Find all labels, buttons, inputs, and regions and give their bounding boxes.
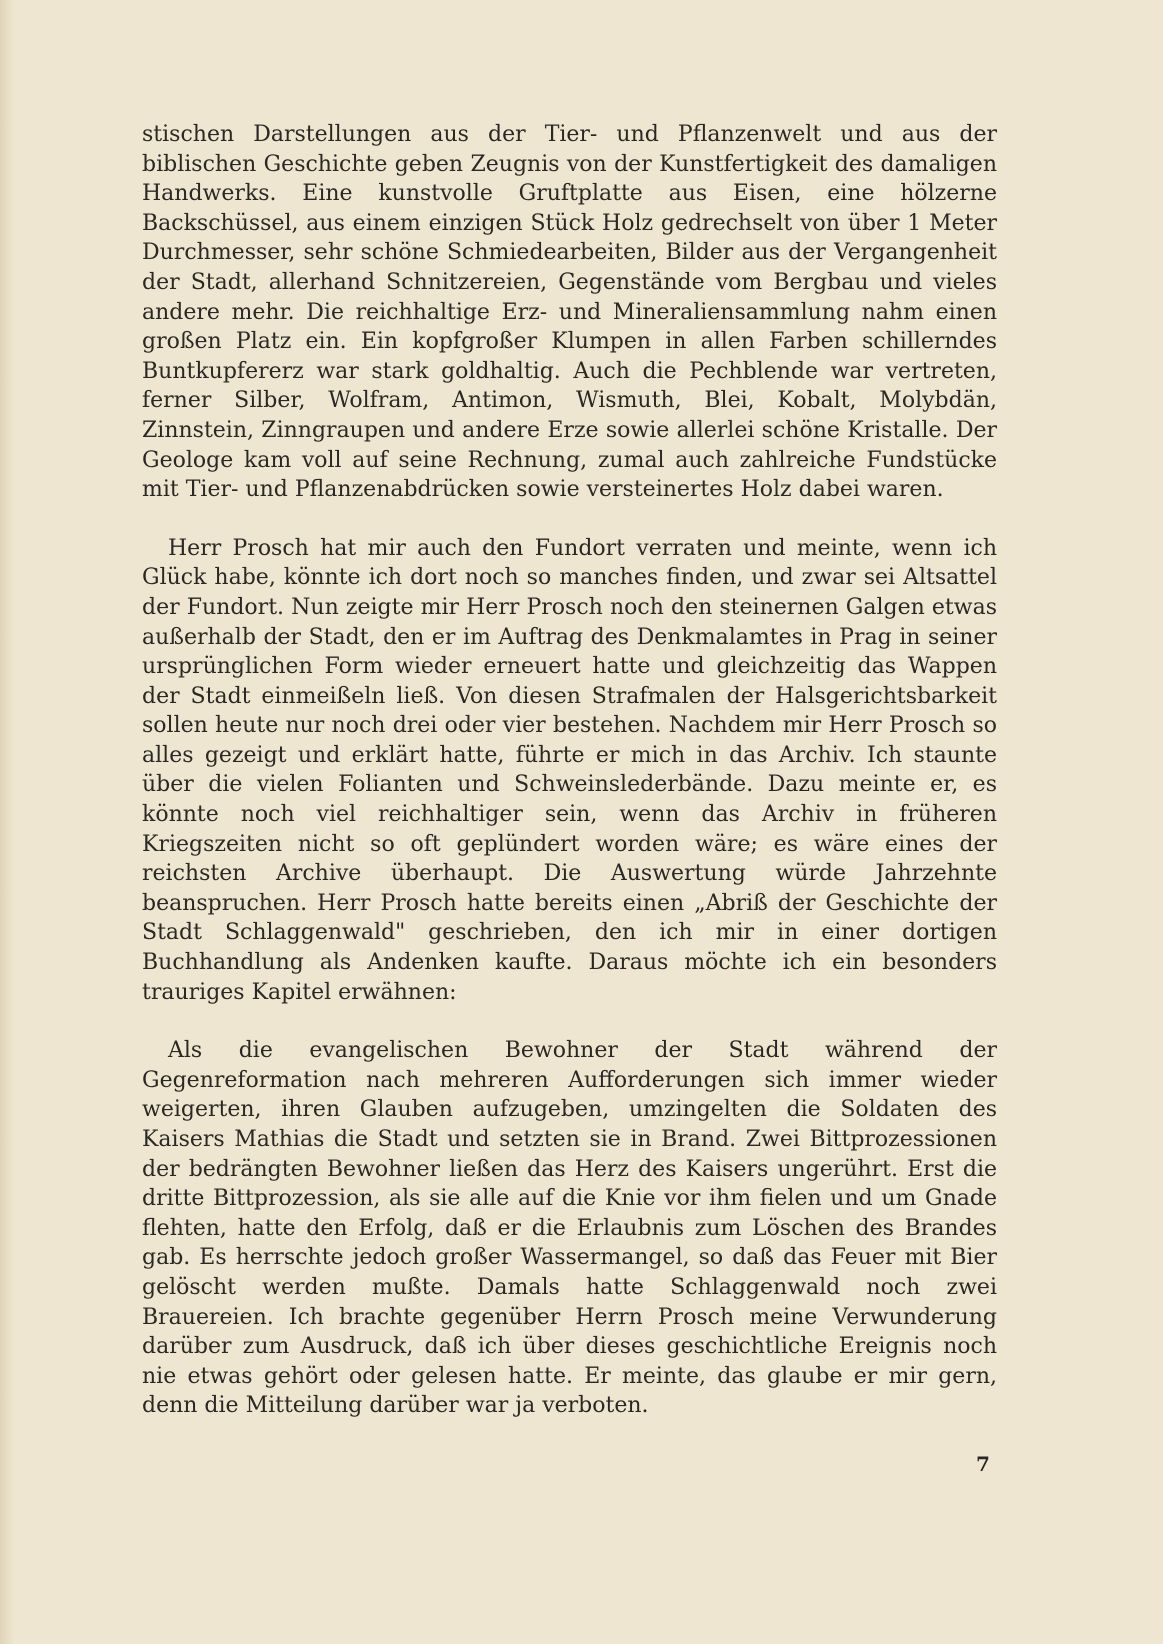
paragraph-continuation: stischen Darstellungen aus der Tier- und Pflanzenwelt und aus der biblischen Geschichte geben Zeugnis von der Kunstfertigkeit des damaligen Handwerks. Eine kunstvolle Gruftplatte aus Eisen, eine hölzerne Backschüssel, aus einem einzigen Stück Holz gedrechselt von über 1 Meter Durchmesser, sehr schöne Schmiedearbeiten, Bilder aus der Vergangenheit der Stadt, allerhand Schnitzereien, Gegenstände vom Bergbau und vieles andere mehr. Die reichhaltige Erz- und Mineraliensammlung nahm einen großen Platz ein. Ein kopfgroßer Klumpen in allen Farben schillerndes Buntkupfererz war stark goldhaltig. Auch die Pechblende war vertreten, ferner Silber, Wolfram, Antimon, Wismuth, Blei, Kobalt, Molybdän, Zinnstein, Zinngraupen und andere Erze sowie allerlei schöne Kristalle. Der Geologe kam voll auf seine Rechnung, zumal auch zahlreiche Fundstücke mit Tier- und Pflanzenabdrücken sowie versteinertes Holz dabei waren. <box>142 122 997 503</box>
paragraph-fundort: Herr Prosch hat mir auch den Fundort verraten und meinte, wenn ich Glück habe, könnte ich dort noch so manches finden, und zwar sei Altsattel der Fundort. Nun zeigte mir Herr Prosch noch den steinernen Galgen etwas außerhalb der Stadt, den er im Auftrag des Denkmalamtes in Prag in seiner ursprünglichen Form wieder erneuert hatte und gleichzeitig das Wappen der Stadt einmeißeln ließ. Von diesen Strafmalen der Halsgerichtsbarkeit sollen heute nur noch drei oder vier bestehen. Nachdem mir Herr Prosch so alles gezeigt und erklärt hatte, führte er mich in das Archiv. Ich staunte über die vielen Folianten und Schweinslederbände. Dazu meinte er, es könnte noch viel reichhaltiger sein, wenn das Archiv in früheren Kriegszeiten nicht so oft geplündert worden wäre; es wäre eines der reichsten Archive überhaupt. Die Auswertung würde Jahrzehnte beanspruchen. Herr Prosch hatte bereits einen „Abriß der Geschichte der Stadt Schlaggenwald" geschrieben, den ich mir in einer dortigen Buchhandlung als Andenken kaufte. Daraus möchte ich ein besonders trauriges Kapitel erwähnen: <box>142 535 997 1005</box>
page-number: 7 <box>976 1452 990 1476</box>
page-binding-edge <box>0 0 14 1644</box>
body-text <box>142 120 997 1421</box>
paragraph-gegenreformation: Als die evangelischen Bewohner der Stadt während der Gegenreformation nach mehreren Aufforderungen sich immer wieder weigerten, ihren Glauben aufzugeben, umzingelten die Soldaten des Kaisers Mathias die Stadt und setzten sie in Brand. Zwei Bittprozessionen der bedrängten Bewohner ließen das Herz des Kaisers ungerührt. Erst die dritte Bittprozession, als sie alle auf die Knie vor ihm fielen und um Gnade flehten, hatte den Erfolg, daß er die Erlaubnis zum Löschen des Brandes gab. Es herrschte jedoch großer Wassermangel, so daß das Feuer mit Bier gelöscht werden mußte. Damals hatte Schlaggenwald noch zwei Brauereien. Ich brachte gegenüber Herrn Prosch meine Verwunderung darüber zum Ausdruck, daß ich über dieses geschichtliche Ereignis noch nie etwas gehört oder gelesen hatte. Er meinte, das glaube er mir gern, denn die Mitteilung darüber war ja verboten. <box>142 1038 997 1419</box>
